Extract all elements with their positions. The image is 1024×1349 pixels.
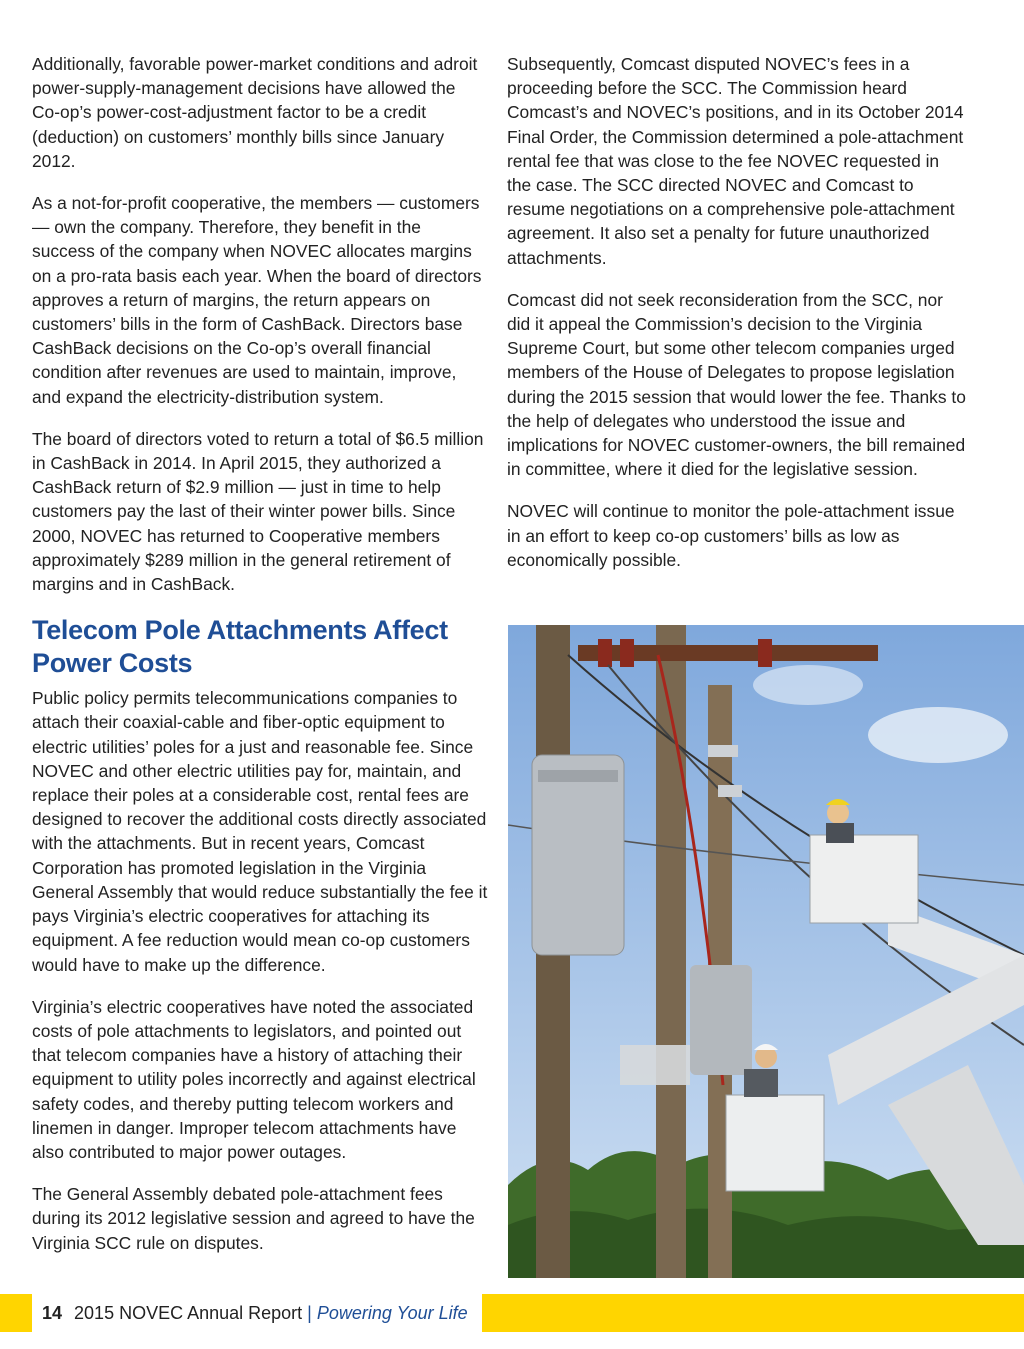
cutout (718, 785, 742, 797)
paragraph-reconsideration: Comcast did not seek reconsideration from the SCC, nor did it appeal the Commission’s decision to the Virginia Supreme Court, but some other telecom companies urged members of the House of Delegates to propose legislation during the 2015 session that would lower the fee. Thanks to the help of delegates who understood the issue and implications for NOVEC customer-owners, the bill remained in committee, where it died for the legislative session. (507, 289, 966, 480)
section-heading: Telecom Pole Attachments Affect Power Costs (32, 615, 448, 679)
pole-center (656, 625, 686, 1278)
photo-illustration (508, 625, 1024, 1278)
paragraph-cooperatives-noted: Virginia’s electric cooperatives have noted the associated costs of pole attachments to legislators, and pointed out that telecom companies have a history of attaching their equipment to utility poles incorrectly and against electrical safety codes, and thereby putting telecom workers and linemen in danger. Improper telecom attachments have also contributed to major power outages. (32, 996, 476, 1162)
footer-separator: | (307, 1302, 312, 1323)
upper-bucket (810, 835, 918, 923)
paragraph-public-policy: Public policy permits telecommunications companies to attach their coaxial-cable and fiber-optic equipment to electric utilities’ poles for a just and reasonable fee. Since NOVEC and other electric utilities pay for, maintain, and replace their poles at a considerable cost, rental fees are designed to recover the additional costs directly associated with the attachments. But in recent years, Comcast Corporation has promoted legislation in the Virginia General Assembly that would reduce substantially the fee it pays Virginia’s electric cooperatives for attaching its equipment. A fee reduction would mean co-op customers would have to make up the difference. (32, 688, 488, 975)
paragraph-comcast-dispute: Subsequently, Comcast disputed NOVEC’s fees in a proceeding before the SCC. The Commission heard Comcast’s and NOVEC’s positions, and in its October 2014 Final Order, the Commission determined a pole-attachment rental fee that was close to the fee NOVEC requested in the case. The SCC directed NOVEC and Comcast to resume negotiations on a comprehensive pole-attachment agreement. It also set a penalty for future unauthorized attachments. (507, 54, 964, 268)
transformer-fin (538, 770, 618, 782)
footer-left-strip (0, 1294, 32, 1332)
cutout (708, 745, 738, 757)
insulator-cover (758, 639, 772, 667)
insulator-cover (620, 639, 634, 667)
paragraph-general-assembly: The General Assembly debated pole-attachment fees during its 2012 legislative session and agreed to have the Virginia SCC rule on disputes. (32, 1184, 475, 1253)
lower-bucket (726, 1095, 824, 1191)
linemen-bucket-trucks-photo (508, 625, 1024, 1278)
insulator-cover (598, 639, 612, 667)
lineman-head (827, 802, 849, 824)
lineman-body (744, 1069, 778, 1097)
footer (32, 1294, 482, 1332)
paragraph-continue-monitor: NOVEC will continue to monitor the pole-attachment issue in an effort to keep co-op customers’ bills as low as economically possible. (507, 501, 955, 570)
cloud (868, 707, 1008, 763)
left-column (32, 52, 488, 1273)
paragraph-power-cost: Additionally, favorable power-market conditions and adroit power-supply-management decisions have allowed the Co-op’s power-cost-adjustment factor to be a credit (deduction) on customers’ monthly bills since January 2012. (32, 54, 478, 171)
paragraph-cooperative-margins: As a not-for-profit cooperative, the members — customers — own the company. Therefore, they benefit in the success of the company when NOVEC allocates margins on a pro-rata basis each year. When the board of directors approves a return of margins, the return appears on customers’ bills in the form of CashBack. Directors base CashBack decisions on the Co-op’s overall financial condition after revenues are used to maintain, improve, and expand the electricity-distribution system. (32, 193, 482, 407)
footer-tagline: Powering Your Life (316, 1302, 468, 1323)
cloud (753, 665, 863, 705)
lineman-body (826, 823, 854, 843)
paragraph-cashback-return: The board of directors voted to return a total of $6.5 million in CashBack in 2014. In April 2015, they authorized a CashBack return of $2.9 million — just in time to help customers pay the last of their winter power bills. Since 2000, NOVEC has returned to Cooperative members approximately $289 million in the general retirement of margins and in CashBack. (32, 428, 484, 595)
transformer-large (532, 755, 624, 955)
equipment-bracket (620, 1045, 690, 1085)
report-title: 2015 NOVEC Annual Report (74, 1302, 303, 1323)
transformer-small (690, 965, 752, 1075)
right-column (507, 52, 967, 590)
page-number: 14 (42, 1302, 63, 1323)
